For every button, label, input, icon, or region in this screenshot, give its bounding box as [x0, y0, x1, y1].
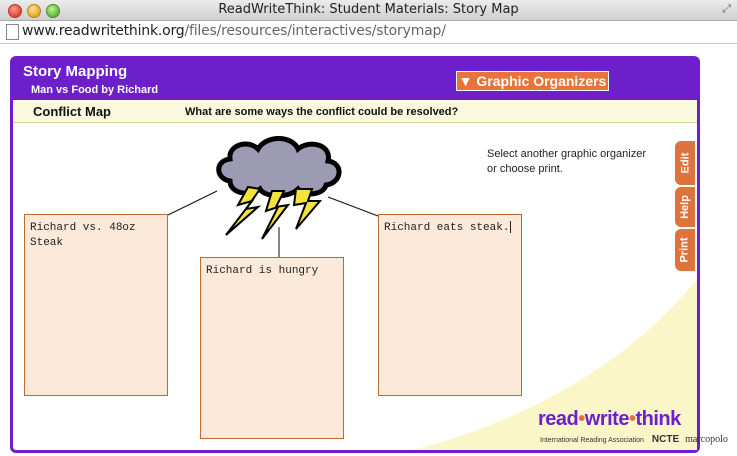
text-cursor [510, 221, 511, 233]
app-title: Story Mapping [23, 63, 128, 80]
conflict-box-middle[interactable] [200, 257, 344, 439]
partner-marcopolo: marcopolo [685, 434, 728, 445]
page-icon [6, 24, 19, 40]
partner-ira: International Reading Association [540, 437, 644, 444]
readwritethink-logo[interactable] [538, 408, 728, 445]
print-tab-label: Print [679, 237, 691, 263]
logo-think: think [635, 408, 681, 430]
conflict-box-right[interactable] [378, 214, 522, 396]
conflict-box-middle-text: Richard is hungry [206, 265, 319, 277]
story-map-app [10, 56, 728, 453]
organizer-title: Conflict Map [33, 104, 111, 119]
logo-partners [540, 434, 728, 445]
print-tab[interactable] [675, 229, 695, 271]
logo-wordmark: read•write•think [538, 408, 681, 430]
partner-ncte: NCTE [651, 434, 680, 445]
window-titlebar [0, 0, 737, 21]
help-tab[interactable] [675, 187, 695, 227]
address-bar[interactable] [0, 21, 737, 44]
organizer-question: What are some ways the conflict could be resolved? [185, 106, 459, 118]
url-domain: www.readwritethink.org [22, 23, 185, 39]
app-subtitle: Man vs Food by Richard [31, 84, 159, 96]
edit-tab[interactable] [675, 141, 695, 185]
instructions-text: Select another graphic organizer or choose print. [487, 148, 646, 175]
conflict-box-left-text: Richard vs. 48oz Steak [30, 222, 136, 249]
storm-cloud-icon [208, 131, 348, 243]
graphic-organizers-button[interactable]: ▼ Graphic Organizers [456, 71, 609, 91]
fullscreen-icon[interactable]: ⤢ [722, 3, 731, 15]
url-path: /files/resources/interactives/storymap/ [184, 23, 446, 39]
conflict-box-left[interactable] [24, 214, 168, 396]
url-text[interactable] [22, 23, 446, 39]
logo-read: read [538, 408, 579, 430]
window-title: ReadWriteThink: Student Materials: Story Map [218, 2, 519, 17]
conflict-box-right-text: Richard eats steak. [384, 222, 510, 234]
logo-write: write [584, 408, 629, 430]
edit-tab-label: Edit [679, 152, 691, 174]
help-tab-label: Help [679, 195, 691, 219]
